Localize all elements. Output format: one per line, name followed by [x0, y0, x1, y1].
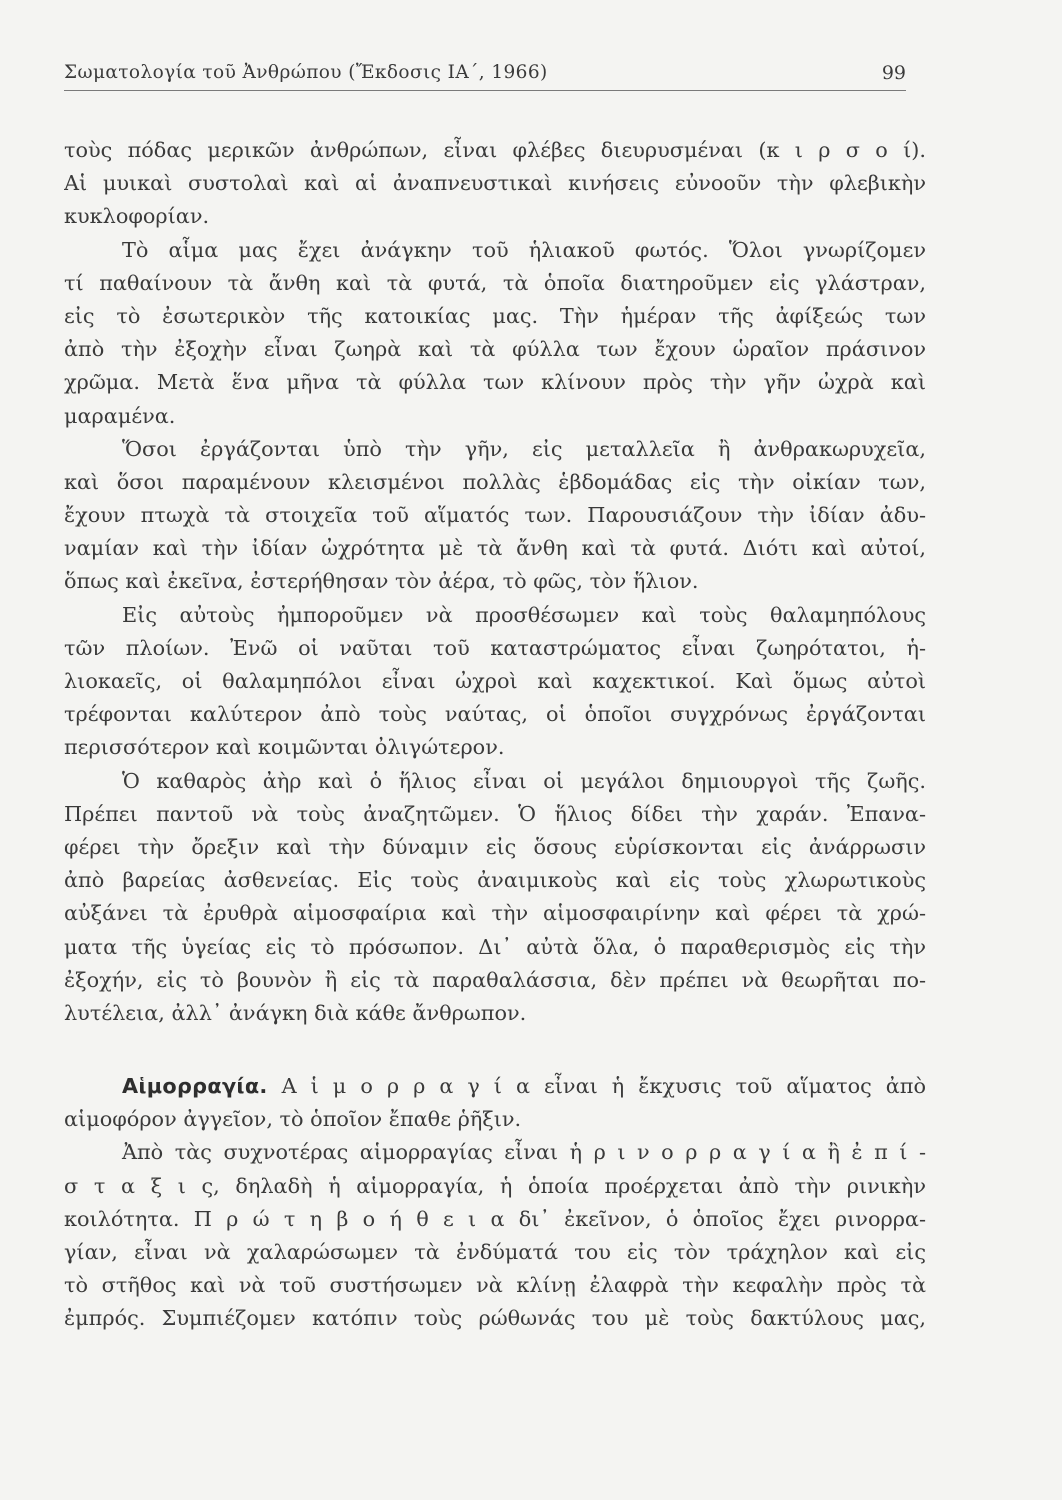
text-line: τῶν πλοίων. Ἐνῶ οἱ ναῦται τοῦ καταστρώματος εἶναι ζωηρότατοι, ἡ- [64, 635, 926, 660]
text-line: κοιλότητα. Π ρ ώ τ η β ο ή θ ε ι α δι᾿ ἐκεῖνον, ὁ ὁποῖος ἔχει ρινορρα- [64, 1206, 926, 1231]
running-header-title: Σωματολογία τοῦ Ἀνθρώπου (Ἔκδοσις ΙΑ΄, 1966) [64, 62, 548, 83]
paragraph [64, 765, 926, 1031]
text-line: τοὺς πόδας μερικῶν ἀνθρώπων, εἶναι φλέβες διευρυσμέναι (κ ι ρ σ ο ί). [64, 138, 926, 162]
text-line: ἐμπρός. Συμπιέζομεν κατόπιν τοὺς ρώθωνάς του μὲ τοὺς δακτύλους μας, [64, 1306, 926, 1331]
text-line: χρῶμα. Μετὰ ἕνα μῆνα τὰ φύλλα των κλίνουν πρὸς τὴν γῆν ὠχρὰ καὶ [64, 370, 926, 395]
text-line: λυτέλεια, ἀλλ᾿ ἀνάγκη διὰ κάθε ἄνθρωπον. [64, 1000, 527, 1025]
text-line: σ τ α ξ ι ς, δηλαδὴ ἡ αἱμορραγία, ἡ ὁποία προέρχεται ἀπὸ τὴν ρινικὴν [64, 1173, 926, 1198]
text-line: καὶ ὅσοι παραμένουν κλεισμένοι πολλὰς ἑβδομάδας εἰς τὴν οἰκίαν των, [64, 469, 926, 494]
text-line: τὸ στῆθος καὶ νὰ τοῦ συστήσωμεν νὰ κλίνῃ ἐλαφρὰ τὴν κεφαλὴν πρὸς τὰ [64, 1273, 926, 1298]
text-line: Πρέπει παντοῦ νὰ τοὺς ἀναζητῶμεν. Ὁ ἥλιος δίδει τὴν χαράν. Ἐπανα- [64, 801, 926, 826]
page-body [64, 134, 926, 1336]
paragraph [64, 599, 926, 765]
text-line: μαραμένα. [64, 403, 176, 428]
text-line: τί παθαίνουν τὰ ἄνθη καὶ τὰ φυτά, τὰ ὁποῖα διατηροῦμεν εἰς γλάστραν, [64, 270, 926, 295]
text-line: ἐξοχήν, εἰς τὸ βουνὸν ἢ εἰς τὰ παραθαλάσσια, δὲν πρέπει νὰ θεωρῆται πο- [64, 967, 926, 992]
section-hemorrhage [64, 1070, 926, 1336]
text-line: λιοκαεῖς, οἱ θαλαμηπόλοι εἶναι ὠχροὶ καὶ καχεκτικοί. Καὶ ὅμως αὐτοὶ [64, 669, 926, 693]
text-line: τρέφονται καλύτερον ἀπὸ τοὺς ναύτας, οἱ ὁποῖοι συγχρόνως ἐργάζονται [64, 702, 926, 727]
text-line: ματα τῆς ὑγείας εἰς τὸ πρόσωπον. Δι᾿ αὐτὰ ὅλα, ὁ παραθερισμὸς εἰς τὴν [64, 934, 926, 959]
paragraph [64, 234, 926, 433]
section-first-line [64, 1070, 926, 1103]
text-line: εἰς τὸ ἐσωτερικὸν τῆς κατοικίας μας. Τὴν ἡμέραν τῆς ἀφίξεώς των [64, 303, 926, 328]
text-line: ἔχουν πτωχὰ τὰ στοιχεῖα τοῦ αἵματός των. Παρουσιάζουν τὴν ἰδίαν ἀδυ- [64, 503, 926, 528]
text-line: περισσότερον καὶ κοιμῶνται ὀλιγώτερον. [64, 735, 505, 760]
text-line: Αἱ μυικαὶ συστολαὶ καὶ αἱ ἀναπνευστικαὶ κινήσεις εὐνοοῦν τὴν φλεβικὴν [64, 171, 926, 196]
text-line: ὅπως καὶ ἐκεῖνα, ἐστερήθησαν τὸν ἀέρα, τὸ φῶς, τὸν ἥλιον. [64, 569, 699, 594]
text-line: ναμίαν καὶ τὴν ἰδίαν ὠχρότητα μὲ τὰ ἄνθη καὶ τὰ φυτά. Διότι καὶ αὐτοί, [64, 536, 926, 561]
paragraph [64, 433, 926, 599]
text-line: κυκλοφορίαν. [64, 204, 210, 229]
text-line: φέρει τὴν ὄρεξιν καὶ τὴν δύναμιν εἰς ὅσους εὑρίσκονται εἰς ἀνάρρωσιν [64, 834, 926, 859]
text-line: αἱμοφόρον ἀγγεῖον, τὸ ὁποῖον ἔπαθε ῥῆξιν. [64, 1107, 522, 1132]
text-line: Ἀπὸ τὰς συχνοτέρας αἱμορραγίας εἶναι ἡ ρ ι ν ο ρ ρ α γ ί α ἢ ἐ π ί - [122, 1140, 926, 1165]
text-line: ἀπὸ τὴν ἐξοχὴν εἶναι ζωηρὰ καὶ τὰ φύλλα των ἔχουν ὡραῖον πράσινον [64, 337, 926, 362]
text-line: Ὅσοι ἐργάζονται ὑπὸ τὴν γῆν, εἰς μεταλλεῖα ἢ ἀνθρακωρυχεῖα, [122, 436, 926, 461]
text-line: αὐξάνει τὰ ἐρυθρὰ αἱμοσφαίρια καὶ τὴν αἱμοσφαιρίνην καὶ φέρει τὰ χρώ- [64, 901, 926, 926]
text-line: Ὁ καθαρὸς ἀὴρ καὶ ὁ ἥλιος εἶναι οἱ μεγάλοι δημιουργοὶ τῆς ζωῆς. [122, 768, 926, 793]
section-heading: Αἱμορραγία. [122, 1074, 268, 1099]
page-number: 99 [881, 62, 906, 84]
text-line: Εἰς αὐτοὺς ἠμποροῦμεν νὰ προσθέσωμεν καὶ τοὺς θαλαμηπόλους [122, 602, 926, 627]
text-line: γίαν, εἶναι νὰ χαλαρώσωμεν τὰ ἐνδύματά του εἰς τὸν τράχηλον καὶ εἰς [64, 1240, 926, 1264]
text-line: ἀπὸ βαρείας ἀσθενείας. Εἰς τοὺς ἀναιμικοὺς καὶ εἰς τοὺς χλωρωτικοὺς [64, 868, 926, 893]
section-spacer [64, 1030, 926, 1070]
text-line: Τὸ αἷμα μας ἔχει ἀνάγκην τοῦ ἡλιακοῦ φωτός. Ὅλοι γνωρίζομεν [122, 237, 926, 262]
running-header [64, 62, 906, 91]
section-first-line-text: Α ἱ μ ο ρ ρ α γ ί α εἶναι ἡ ἔκχυσις τοῦ αἵματος ἀπὸ [281, 1074, 926, 1099]
paragraph [64, 134, 926, 234]
